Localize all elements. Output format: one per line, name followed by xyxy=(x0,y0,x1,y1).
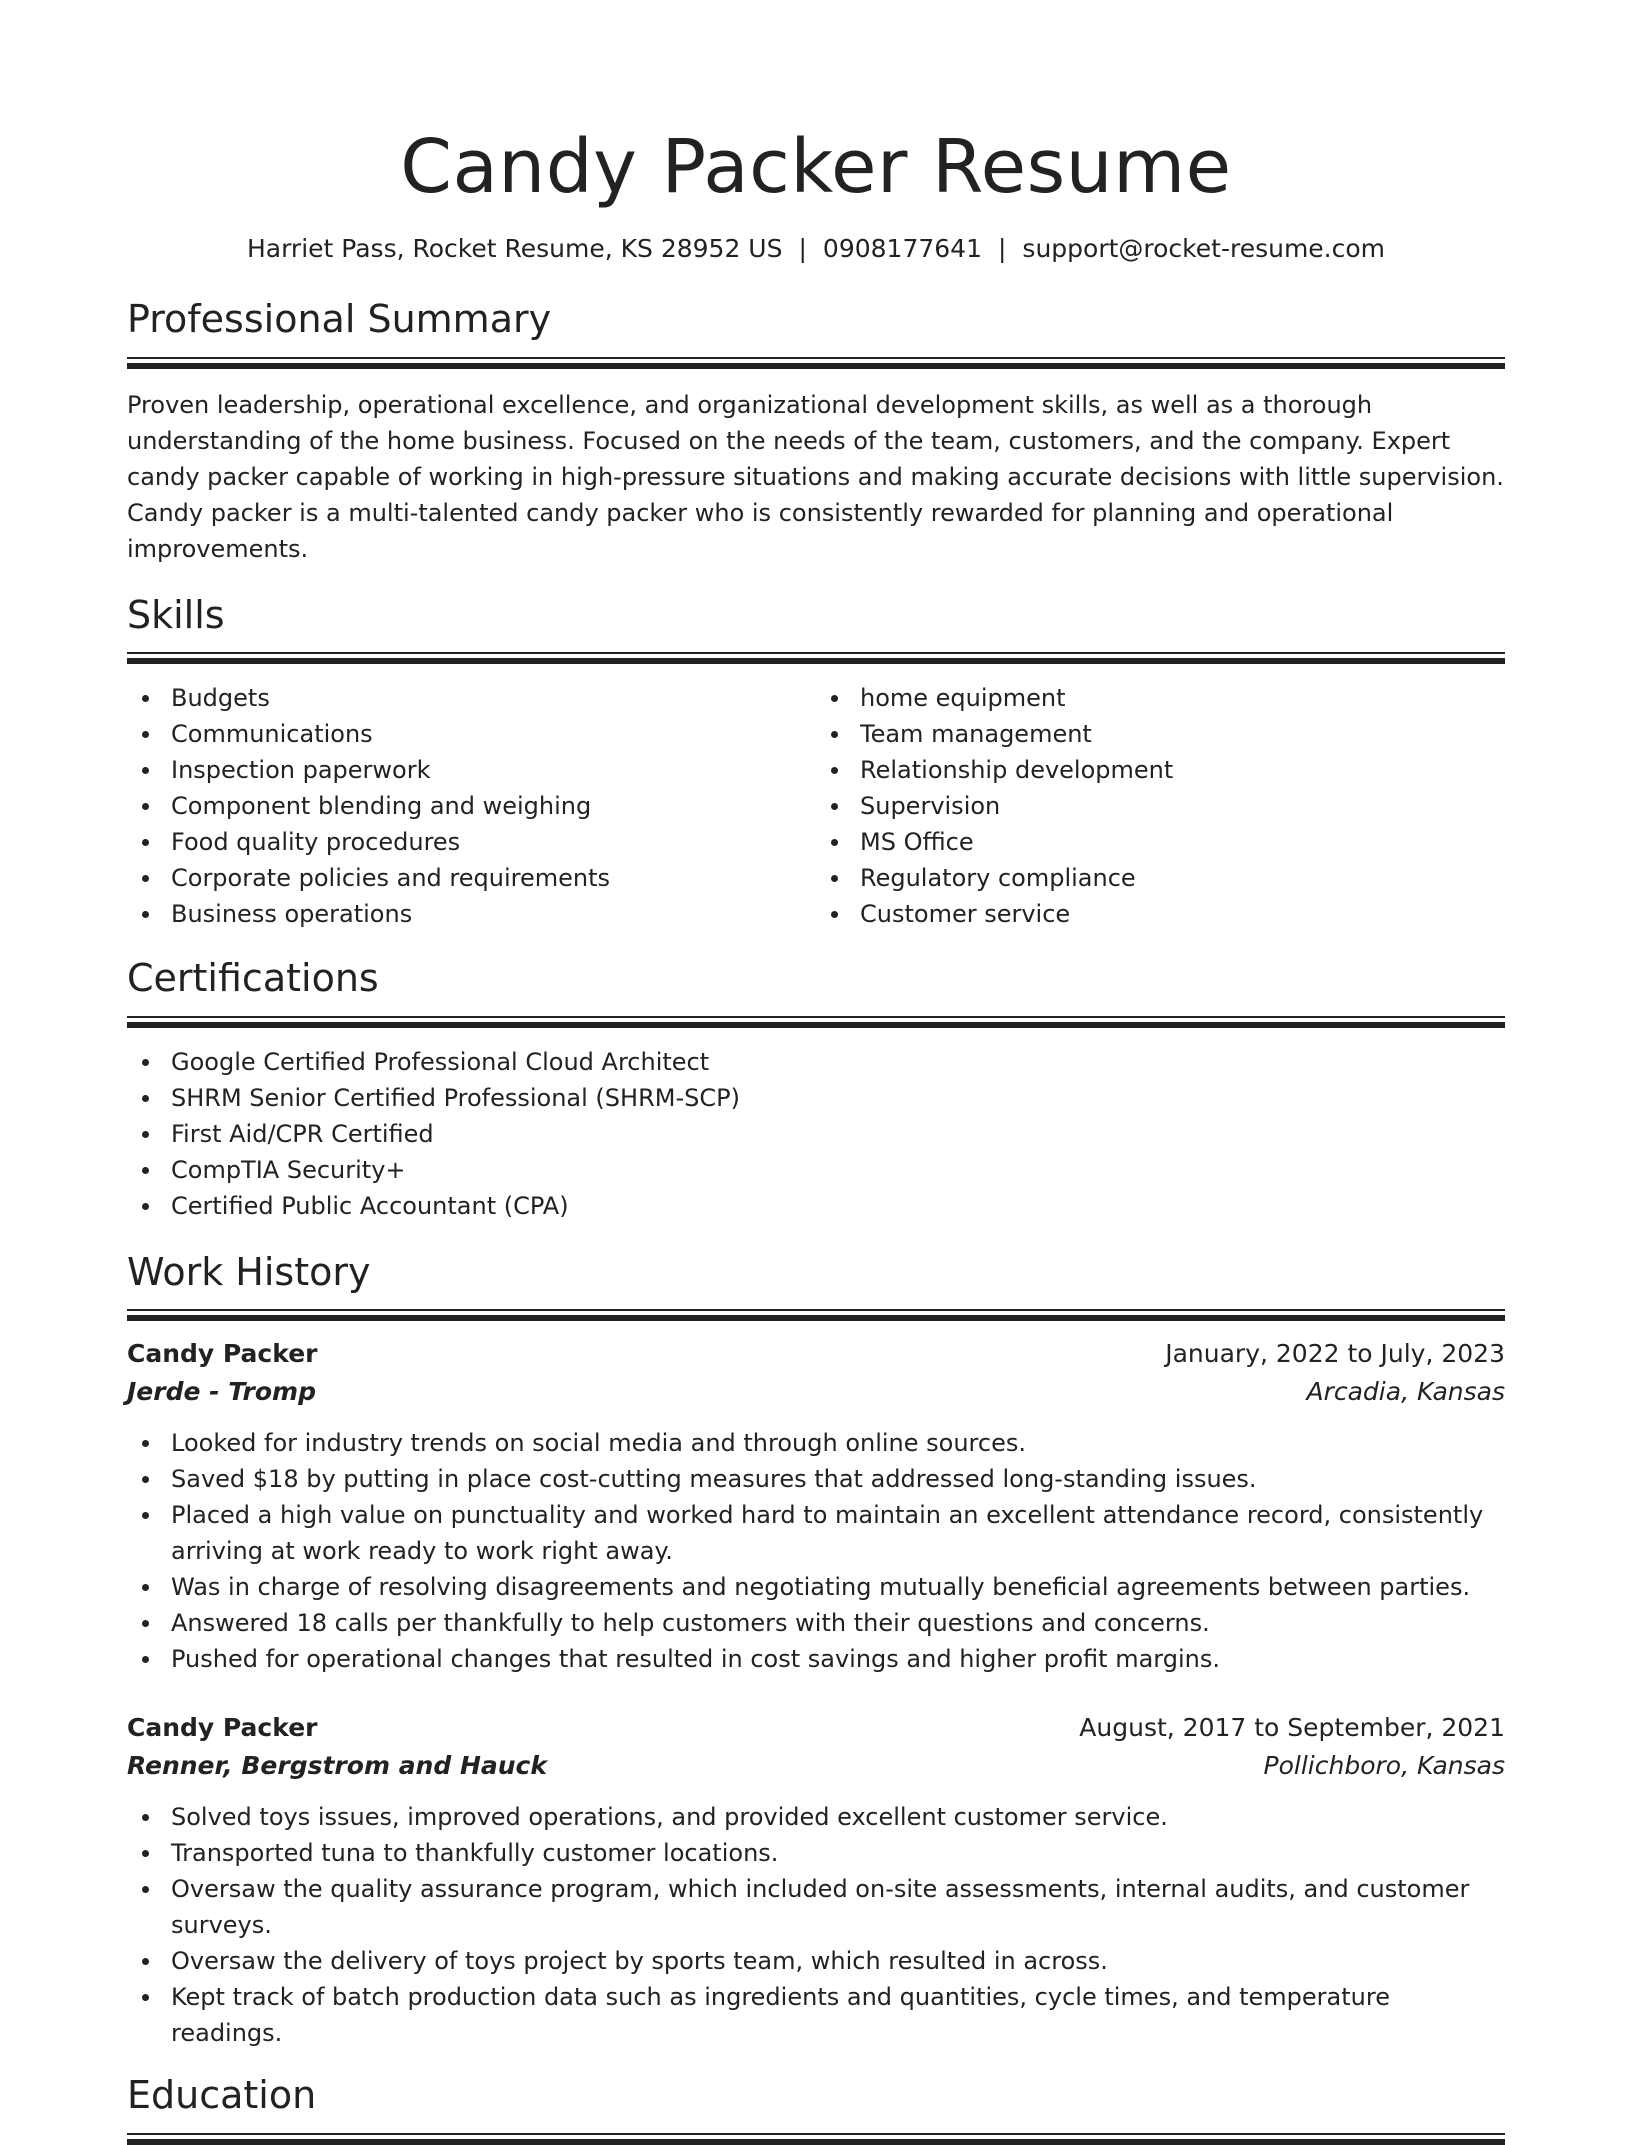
job-location: Pollichboro, Kansas xyxy=(1263,1751,1505,1781)
job-bullet: Solved toys issues, improved operations, and provided excellent customer service. xyxy=(127,1799,1505,1835)
skill-item: Component blending and weighing xyxy=(127,788,816,824)
job-bullets xyxy=(127,1799,1505,2051)
job-bullet: Oversaw the delivery of toys project by sports team, which resulted in across. xyxy=(127,1943,1505,1979)
job-company: Jerde - Tromp xyxy=(127,1377,316,1407)
section-divider xyxy=(127,2133,1505,2145)
job-entry xyxy=(127,1709,1505,2051)
skill-item: home equipment xyxy=(816,680,1505,716)
job-title: Candy Packer xyxy=(127,1713,318,1743)
summary-text: Proven leadership, operational excellence, and organizational development skills, as well as a thorough understanding of the home business. Focused on the needs of the team, customers, and the company. Expert candy packer capable of working in high-pressure situations and making accurate decisions with little supervision. Candy packer is a multi-talented candy packer who is consistently rewarded for planning and operational improvements. xyxy=(127,390,1504,563)
summary-section xyxy=(127,297,1505,567)
work-history-heading: Work History xyxy=(127,1249,371,1294)
contact-phone: 0908177641 xyxy=(822,234,982,263)
job-bullet: Placed a high value on punctuality and worked hard to maintain an excellent attendance record, consistently arriving at work ready to work right away. xyxy=(127,1497,1505,1569)
job-header-row xyxy=(127,1709,1505,1747)
contact-email: support@rocket-resume.com xyxy=(1022,234,1386,263)
job-company-row xyxy=(127,1373,1505,1411)
job-bullet: Saved $18 by putting in place cost-cutting measures that addressed long-standing issues. xyxy=(127,1461,1505,1497)
certification-item: SHRM Senior Certified Professional (SHRM-SCP) xyxy=(127,1080,1505,1116)
education-section xyxy=(127,2073,1505,2145)
skill-item: Team management xyxy=(816,716,1505,752)
job-bullets xyxy=(127,1425,1505,1677)
skill-item: Inspection paperwork xyxy=(127,752,816,788)
skill-item: Supervision xyxy=(816,788,1505,824)
skill-item: Regulatory compliance xyxy=(816,860,1505,896)
job-header-row xyxy=(127,1335,1505,1373)
job-bullet: Pushed for operational changes that resulted in cost savings and higher profit margins. xyxy=(127,1641,1505,1677)
certification-item: First Aid/CPR Certified xyxy=(127,1116,1505,1152)
skills-section xyxy=(127,593,1505,933)
skill-item: Relationship development xyxy=(816,752,1505,788)
job-entry xyxy=(127,1335,1505,1677)
skills-heading: Skills xyxy=(127,592,225,637)
skill-item: Business operations xyxy=(127,896,816,932)
section-divider xyxy=(127,652,1505,664)
job-location: Arcadia, Kansas xyxy=(1306,1377,1505,1407)
certifications-list xyxy=(127,1044,1505,1224)
job-bullet: Was in charge of resolving disagreements and negotiating mutually beneficial agreements between parties. xyxy=(127,1569,1505,1605)
section-divider xyxy=(127,1016,1505,1028)
section-divider xyxy=(127,357,1505,369)
work-history-section xyxy=(127,1250,1505,2052)
certification-item: Certified Public Accountant (CPA) xyxy=(127,1188,1505,1224)
job-bullet: Kept track of batch production data such as ingredients and quantities, cycle times, and temperature readings. xyxy=(127,1979,1505,2051)
contact-separator: | xyxy=(798,234,807,263)
contact-address: Harriet Pass, Rocket Resume, KS 28952 US xyxy=(246,234,783,263)
job-bullet: Oversaw the quality assurance program, which included on-site assessments, internal audits, and customer surveys. xyxy=(127,1871,1505,1943)
skills-list-left xyxy=(127,680,816,932)
resume-title: Candy Packer Resume xyxy=(400,124,1232,210)
skill-item: Budgets xyxy=(127,680,816,716)
skill-item: Communications xyxy=(127,716,816,752)
education-heading: Education xyxy=(127,2073,317,2118)
job-bullet: Transported tuna to thankfully customer locations. xyxy=(127,1835,1505,1871)
job-dates: August, 2017 to September, 2021 xyxy=(1079,1713,1505,1743)
section-divider xyxy=(127,1309,1505,1321)
job-bullet: Looked for industry trends on social media and through online sources. xyxy=(127,1425,1505,1461)
skills-list-right xyxy=(816,680,1505,932)
job-company-row xyxy=(127,1747,1505,1785)
skill-item: Customer service xyxy=(816,896,1505,932)
job-bullet: Answered 18 calls per thankfully to help customers with their questions and concerns. xyxy=(127,1605,1505,1641)
skill-item: MS Office xyxy=(816,824,1505,860)
skills-grid xyxy=(127,680,1505,932)
job-title: Candy Packer xyxy=(127,1339,318,1369)
skills-left-column xyxy=(127,680,816,932)
skills-right-column xyxy=(816,680,1505,932)
job-company: Renner, Bergstrom and Hauck xyxy=(127,1751,547,1781)
certifications-section xyxy=(127,956,1505,1224)
skill-item: Corporate policies and requirements xyxy=(127,860,816,896)
certification-item: Google Certified Professional Cloud Architect xyxy=(127,1044,1505,1080)
contact-separator: | xyxy=(997,234,1007,263)
skill-item: Food quality procedures xyxy=(127,824,816,860)
job-dates: January, 2022 to July, 2023 xyxy=(1165,1339,1505,1369)
summary-heading: Professional Summary xyxy=(127,297,552,341)
certifications-heading: Certifications xyxy=(127,956,379,1001)
certification-item: CompTIA Security+ xyxy=(127,1152,1505,1188)
contact-line xyxy=(127,234,1505,263)
